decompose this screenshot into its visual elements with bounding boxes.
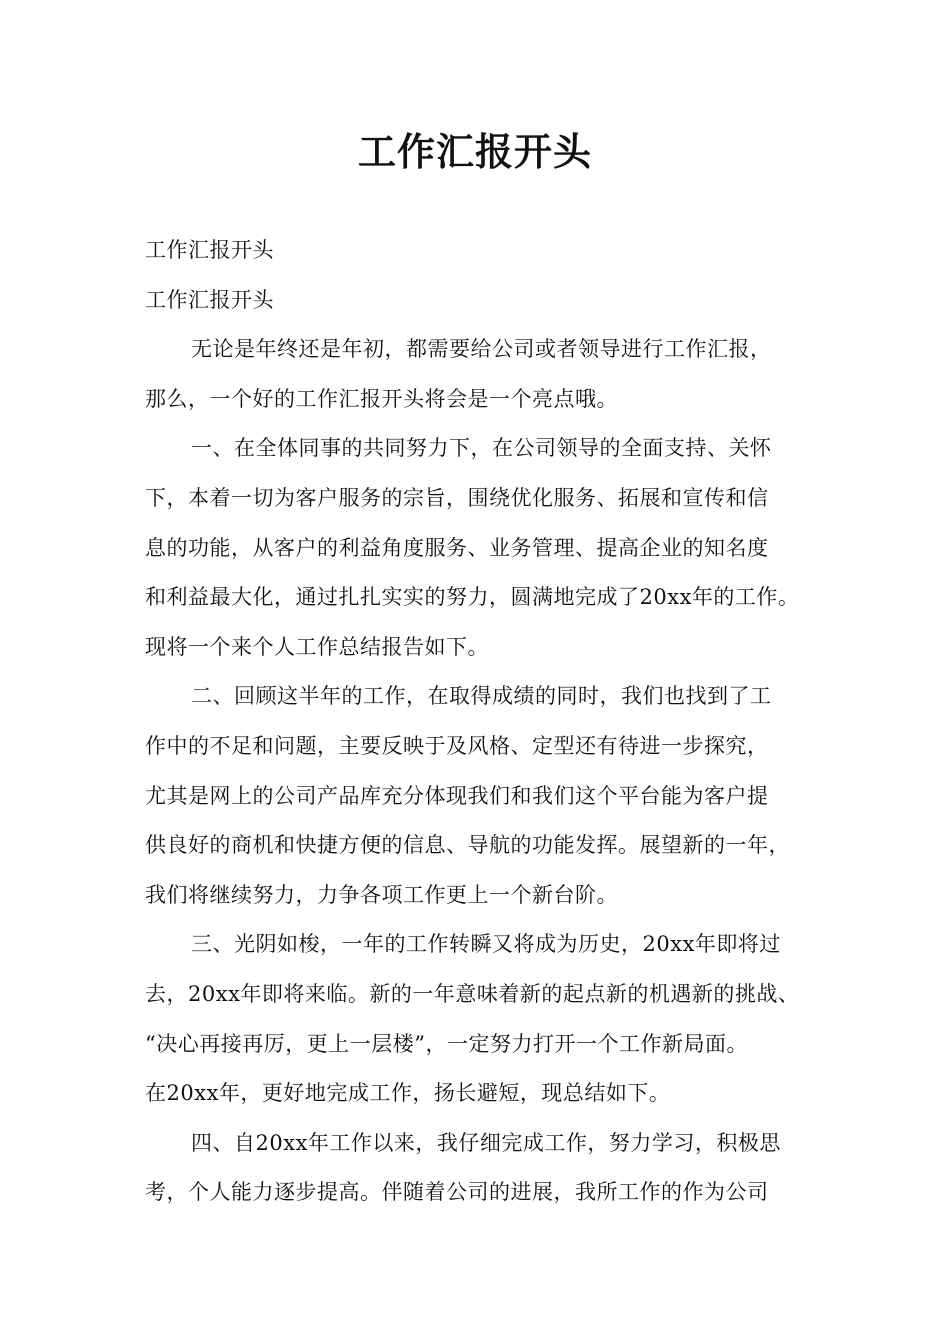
text-line: 去，20xx年即将来临。新的一年意味着新的起点新的机遇新的挑战、 (145, 981, 800, 1006)
text-line: 工作汇报开头 (145, 287, 274, 312)
text-line: 一、在全体同事的共同努力下，在公司领导的全面支持、关怀 (191, 436, 772, 461)
text-line: 和利益最大化，通过扎扎实实的努力，圆满地完成了20xx年的工作。 (145, 585, 800, 610)
document-body (145, 234, 815, 1226)
text-line: 作中的不足和问题，主要反映于及风格、定型还有待进一步探究， (145, 733, 769, 758)
text-line: 息的功能，从客户的利益角度服务、业务管理、提高企业的知名度 (145, 535, 769, 560)
text-line: 在20xx年，更好地完成工作，扬长避短，现总结如下。 (145, 1081, 671, 1106)
text-line: 工作汇报开头 (145, 238, 274, 262)
text-line: 供良好的商机和快捷方便的信息、导航的功能发挥。展望新的一年， (145, 833, 790, 858)
text-line: 下，本着一切为客户服务的宗旨，围绕优化服务、拓展和宣传和信 (145, 485, 769, 510)
text-line: 尤其是网上的公司产品库充分体现我们和我们这个平台能为客户提 (145, 783, 769, 808)
document-title: 工作汇报开头 (357, 130, 592, 174)
text-line: “决心再接再厉，更上一层楼”，一定努力打开一个工作新局面。 (145, 1031, 748, 1056)
text-line: 三、光阴如梭，一年的工作转瞬又将成为历史，20xx年即将过 (191, 932, 781, 957)
text-line: 那么，一个好的工作汇报开头将会是一个亮点哦。 (145, 386, 618, 411)
text-line: 现将一个来个人工作总结报告如下。 (145, 634, 489, 659)
text-line: 我们将继续努力，力争各项工作更上一个新台阶。 (145, 882, 618, 907)
text-line: 无论是年终还是年初，都需要给公司或者领导进行工作汇报， (191, 337, 772, 362)
text-line: 二、回顾这半年的工作，在取得成绩的同时，我们也找到了工 (191, 684, 772, 709)
text-line: 四、自20xx年工作以来，我仔细完成工作，努力学习，积极思 (191, 1130, 781, 1155)
text-line: 考，个人能力逐步提高。伴随着公司的进展，我所工作的作为公司 (145, 1180, 769, 1205)
